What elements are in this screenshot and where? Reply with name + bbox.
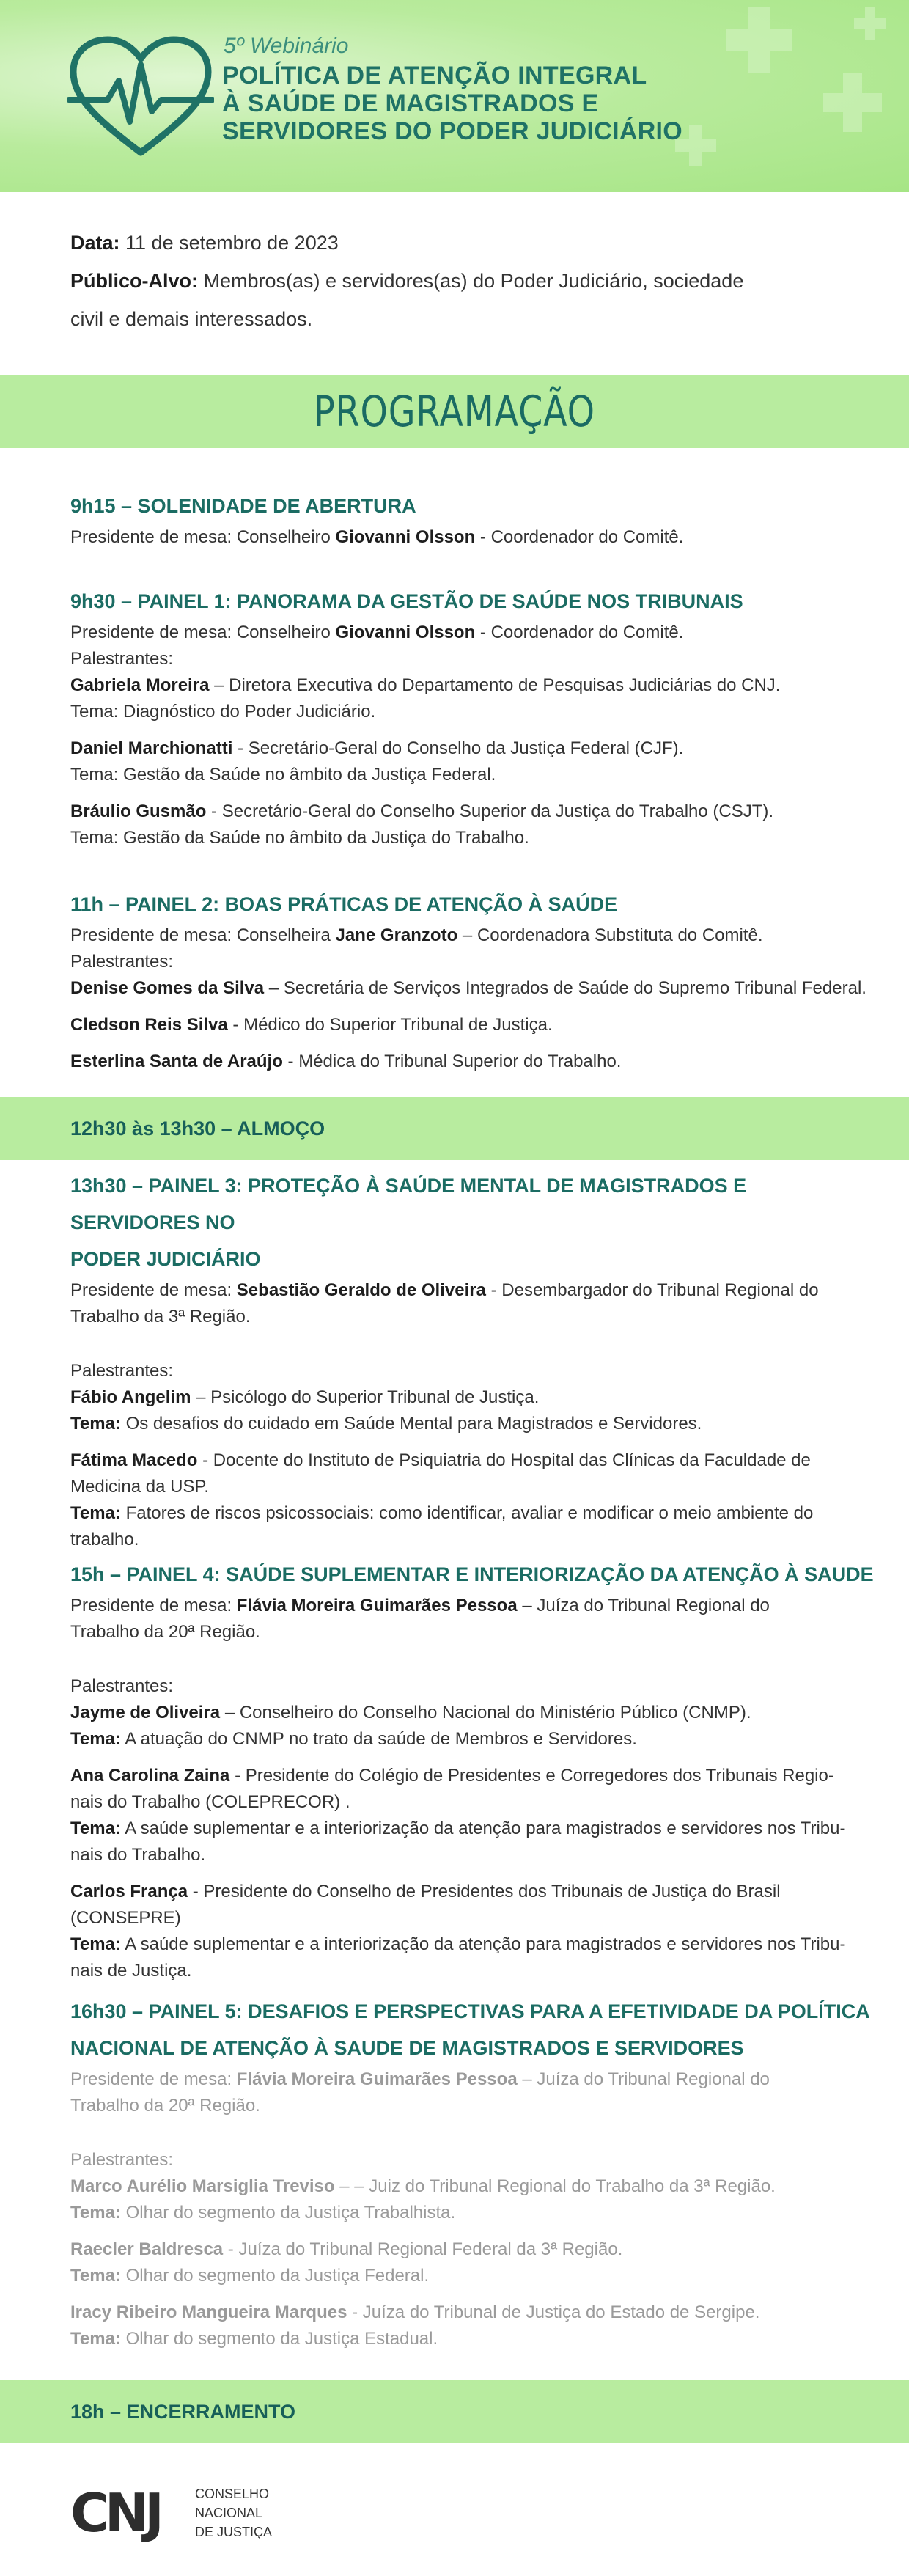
- speaker: Ana Carolina Zaina - Presidente do Colégio de Presidentes e Corregedores dos Tribunais Regio-: [70, 1766, 834, 1786]
- speaker-topic-cont: nais de Justiça.: [70, 1961, 192, 1981]
- speakers-label: Palestrantes:: [70, 2150, 174, 2170]
- lunch-band: [0, 1097, 909, 1160]
- speakers-label: Palestrantes:: [70, 1361, 174, 1381]
- session-title-cont: NACIONAL DE ATENÇÃO À SAUDE DE MAGISTRADOS E SERVIDORES: [70, 2037, 744, 2059]
- speaker-topic: Tema: Os desafios do cuidado em Saúde Mental para Magistrados e Servidores.: [70, 1414, 702, 1434]
- webinar-title: [222, 62, 794, 145]
- speaker-topic: Tema: A atuação do CNMP no trato da saúde de Membros e Servidores.: [70, 1729, 637, 1749]
- session-title: 9h15 – SOLENIDADE DE ABERTURA: [70, 495, 416, 517]
- speaker-topic: Tema: Olhar do segmento da Justiça Federal.: [70, 2266, 430, 2286]
- cnj-logo-mark: CNJ: [70, 2482, 160, 2544]
- event-audience-cont: civil e demais interessados.: [70, 308, 313, 330]
- session-title: 9h30 – PAINEL 1: PANORAMA DA GESTÃO DE SAÚDE NOS TRIBUNAIS: [70, 590, 743, 612]
- title-line: POLÍTICA DE ATENÇÃO INTEGRAL: [222, 62, 647, 89]
- speaker-topic: Tema: Gestão da Saúde no âmbito da Justiça do Trabalho.: [70, 828, 529, 848]
- session-chair: Presidente de mesa: Sebastião Geraldo de Oliveira - Desembargador do Tribunal Regional do: [70, 1280, 819, 1300]
- speaker: Carlos França - Presidente do Conselho de Presidentes dos Tribunais de Justiça do Brasil (CONSEPRE): [70, 1882, 781, 1928]
- program-heading: PROGRAMAÇÃO: [314, 386, 595, 436]
- speaker: Marco Aurélio Marsiglia Treviso – – Juiz do Tribunal Regional do Trabalho da 3ª Região.: [70, 2176, 776, 2196]
- title-line: À SAÚDE DE MAGISTRADOS E: [222, 89, 599, 117]
- speaker: Denise Gomes da Silva – Secretária de Serviços Integrados de Saúde do Supremo Tribunal Federal.: [70, 978, 866, 998]
- session-panel-2: [70, 886, 877, 1075]
- event-meta: [70, 224, 803, 338]
- closing-band: [0, 2380, 909, 2443]
- session-title: 11h – PAINEL 2: BOAS PRÁTICAS DE ATENÇÃO À SAÚDE: [70, 893, 618, 915]
- lunch-label: 12h30 às 13h30 – ALMOÇO: [70, 1118, 325, 1140]
- speaker-topic-cont: nais do Trabalho.: [70, 1845, 206, 1865]
- session-chair-cont: Trabalho da 20ª Região.: [70, 1622, 260, 1642]
- cnj-logo-text: CONSELHO NACIONAL DE JUSTIÇA: [195, 2487, 273, 2539]
- session-panel-5: [70, 1993, 877, 2352]
- session-title: 13h30 – PAINEL 3: PROTEÇÃO À SAÚDE MENTAL DE MAGISTRADOS E SERVIDORES NO: [70, 1175, 747, 1233]
- session-title: 16h30 – PAINEL 5: DESAFIOS E PERSPECTIVAS PARA A EFETIVIDADE DA POLÍTICA: [70, 2000, 870, 2022]
- speaker-topic-cont: trabalho.: [70, 1530, 139, 1549]
- session-panel-1: [70, 583, 877, 851]
- program-heading-band: [0, 375, 909, 448]
- session-title: 15h – PAINEL 4: SAÚDE SUPLEMENTAR E INTERIORIZAÇÃO DA ATENÇÃO À SAUDE: [70, 1563, 874, 1585]
- speaker-topic: Tema: Olhar do segmento da Justiça Estadual.: [70, 2329, 438, 2349]
- session-chair: Presidente de mesa: Flávia Moreira Guimarães Pessoa – Juíza do Tribunal Regional do: [70, 1596, 770, 1615]
- speaker: Raecler Baldresca - Juíza do Tribunal Regional Federal da 3ª Região.: [70, 2239, 623, 2259]
- speaker: Gabriela Moreira – Diretora Executiva do Departamento de Pesquisas Judiciárias do CNJ.: [70, 675, 781, 695]
- title-line: SERVIDORES DO PODER JUDICIÁRIO: [222, 117, 683, 145]
- speaker: Iracy Ribeiro Mangueira Marques - Juíza do Tribunal de Justiça do Estado de Sergipe.: [70, 2302, 760, 2322]
- cnj-logo: [70, 2480, 290, 2546]
- speaker-cont: nais do Trabalho (COLEPRECOR) .: [70, 1792, 350, 1812]
- speaker-topic: Tema: Olhar do segmento da Justiça Trabalhista.: [70, 2203, 456, 2223]
- speaker: Fátima Macedo - Docente do Instituto de Psiquiatria do Hospital das Clínicas da Faculdade de: [70, 1450, 811, 1470]
- session-chair: Presidente de mesa: Flávia Moreira Guimarães Pessoa – Juíza do Tribunal Regional do: [70, 2069, 770, 2089]
- speaker-topic: Tema: A saúde suplementar e a interiorização da atenção para magistrados e servidores nos Tribu-: [70, 1819, 846, 1838]
- speaker-topic: Tema: Gestão da Saúde no âmbito da Justiça Federal.: [70, 765, 496, 785]
- speaker: Bráulio Gusmão - Secretário-Geral do Conselho Superior da Justiça do Trabalho (CSJT).: [70, 801, 774, 821]
- speaker-topic: Tema: A saúde suplementar e a interiorização da atenção para magistrados e servidores nos Tribu-: [70, 1934, 846, 1954]
- session-chair: Presidente de mesa: Conselheira Jane Granzoto – Coordenadora Substituta do Comitê.: [70, 925, 763, 945]
- speakers-label: Palestrantes:: [70, 952, 174, 972]
- speaker: Cledson Reis Silva - Médico do Superior Tribunal de Justiça.: [70, 1015, 553, 1035]
- session-chair-cont: Trabalho da 20ª Região.: [70, 2096, 260, 2116]
- session-chair: Presidente de mesa: Conselheiro Giovanni Olsson - Coordenador do Comitê.: [70, 623, 684, 642]
- webinar-edition: 5º Webinário: [224, 34, 349, 58]
- speaker: Daniel Marchionatti - Secretário-Geral do Conselho da Justiça Federal (CJF).: [70, 738, 684, 758]
- session-details: [70, 2066, 877, 2352]
- session-panel-4: [70, 1556, 877, 1984]
- speaker-topic: Tema: Fatores de riscos psicossociais: como identificar, avaliar e modificar o meio ambiente do: [70, 1503, 814, 1523]
- speaker-cont: Medicina da USP.: [70, 1477, 209, 1497]
- speakers-label: Palestrantes:: [70, 1676, 174, 1696]
- speaker-topic: Tema: Diagnóstico do Poder Judiciário.: [70, 702, 376, 722]
- speaker: Esterlina Santa de Araújo - Médica do Tribunal Superior do Trabalho.: [70, 1052, 622, 1071]
- session-chair: Presidente de mesa: Conselheiro Giovanni Olsson - Coordenador do Comitê.: [70, 527, 684, 547]
- session-panel-3: [70, 1167, 877, 1553]
- heart-pulse-icon: [67, 35, 214, 160]
- speaker: Jayme de Oliveira – Conselheiro do Conselho Nacional do Ministério Público (CNMP).: [70, 1703, 751, 1722]
- session-opening: [70, 488, 877, 551]
- speakers-label: Palestrantes:: [70, 649, 174, 669]
- session-chair-cont: Trabalho da 3ª Região.: [70, 1307, 251, 1326]
- speaker: Fábio Angelim – Psicólogo do Superior Tribunal de Justiça.: [70, 1387, 540, 1407]
- closing-label: 18h – ENCERRAMENTO: [70, 2401, 296, 2423]
- webinar-header: [0, 0, 909, 192]
- session-title-cont: PODER JUDICIÁRIO: [70, 1248, 261, 1270]
- event-date: Data: 11 de setembro de 2023: [70, 232, 339, 254]
- event-audience: Público-Alvo: Membros(as) e servidores(as) do Poder Judiciário, sociedade: [70, 270, 744, 292]
